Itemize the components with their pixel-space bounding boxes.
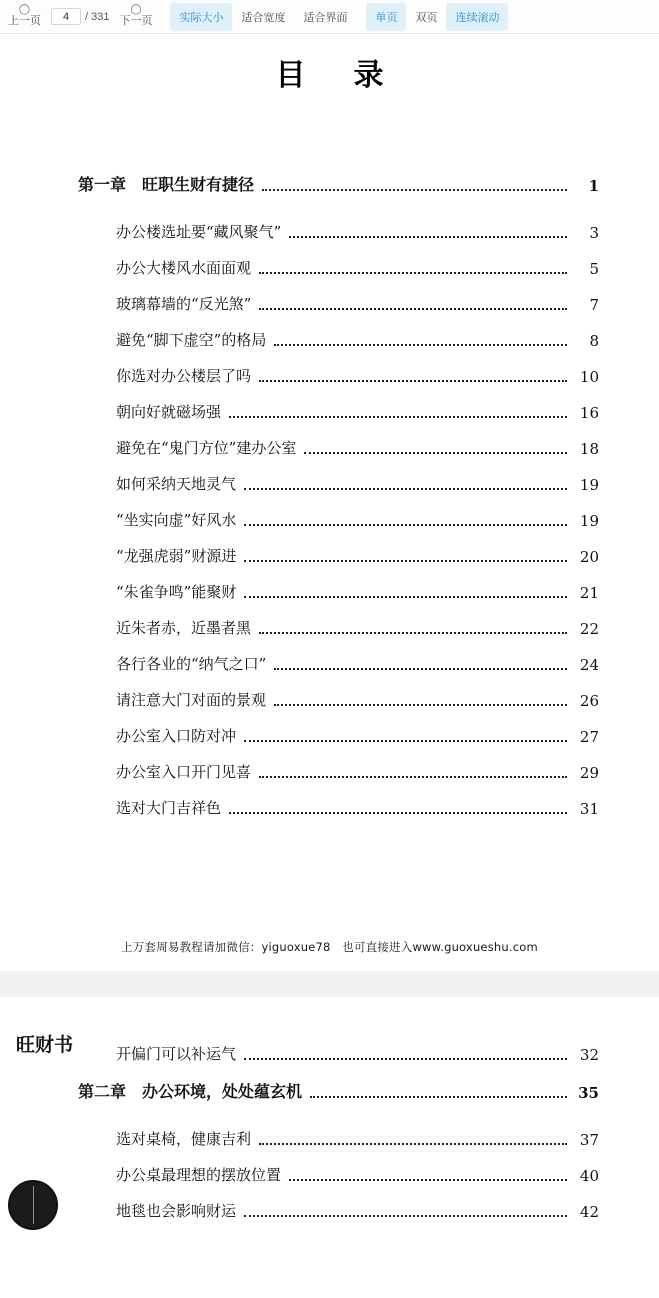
toc-leader-dots (259, 379, 567, 382)
toc-list (0, 172, 659, 818)
footer-spacer (0, 955, 659, 971)
toc-item-row[interactable] (78, 1164, 599, 1185)
toc-entry-text: 地毯也会影响财运 (116, 1202, 237, 1220)
toc-item-row[interactable] (78, 437, 599, 458)
toc-entry-page: 19 (579, 476, 599, 494)
seal-stamp-icon (8, 1180, 58, 1230)
toc-entry-text: 玻璃幕墙的“反光煞” (116, 295, 252, 313)
toc-leader-dots (289, 1178, 567, 1181)
toc-item-row[interactable] (78, 509, 599, 530)
toc-chapter-row[interactable] (78, 1079, 599, 1102)
toc-leader-dots (259, 271, 567, 274)
toc-entry-text: 近朱者赤，近墨者黑 (116, 619, 252, 637)
toc-item-row[interactable] (78, 1128, 599, 1149)
toc-entry-page: 29 (579, 764, 599, 782)
toc-leader-dots (274, 343, 567, 346)
toc-entry-page: 31 (579, 800, 599, 818)
toc-leader-dots (289, 235, 567, 238)
toc-leader-dots (259, 631, 567, 634)
toc-item-row[interactable] (78, 797, 599, 818)
footer-note: 上万套周易教程请加微信：yiguoxue78 也可直接进入www.guoxueshu.com (121, 940, 538, 954)
zoom-fit-width-button[interactable]: 适合宽度 (241, 11, 286, 24)
toc-leader-dots (274, 703, 567, 706)
toc-item-row[interactable] (78, 725, 599, 746)
toc-entry-page: 21 (579, 584, 599, 602)
toc-chapter-row[interactable] (78, 172, 599, 195)
toc-entry-page: 26 (579, 692, 599, 710)
toc-entry-text: “坐实向虚”好风水 (116, 511, 237, 529)
toc-entry-page: 37 (579, 1131, 599, 1149)
toc-leader-dots (244, 1214, 567, 1217)
toc-entry-text: 如何采纳天地灵气 (116, 475, 237, 493)
toc-item-row[interactable] (78, 653, 599, 674)
toc-entry-text: 第二章 办公环境，处处蕴玄机 (78, 1082, 303, 1101)
toc-leader-dots (304, 451, 567, 454)
document-page-next (0, 997, 659, 1236)
toc-entry-page: 22 (579, 620, 599, 638)
toc-entry-text: 各行各业的“纳气之口” (116, 655, 267, 673)
toc-leader-dots (244, 1057, 567, 1060)
toc-leader-dots (244, 595, 567, 598)
toc-entry-page: 10 (579, 368, 599, 386)
toc-leader-dots (244, 739, 567, 742)
toc-list-continued (0, 1043, 659, 1221)
viewer-toolbar (0, 0, 659, 34)
toc-item-row[interactable] (78, 545, 599, 566)
toc-entry-page: 8 (589, 332, 599, 350)
prev-page-button[interactable] (0, 4, 49, 29)
toc-entry-text: 避免“脚下虚空”的格局 (116, 331, 267, 349)
toc-leader-dots (229, 811, 567, 814)
next-page-button[interactable] (111, 4, 160, 29)
toc-entry-page: 16 (579, 404, 599, 422)
toc-entry-text: 请注意大门对面的景观 (116, 691, 267, 709)
page-number-group (51, 8, 109, 25)
toc-leader-dots (310, 1095, 567, 1098)
circle-up-icon: ◯ (18, 4, 31, 16)
page-bottom-whitespace (0, 833, 659, 925)
toc-entry-text: 朝向好就磁场强 (116, 403, 222, 421)
circle-down-icon: ◯ (130, 4, 142, 16)
toc-entry-page: 18 (579, 440, 599, 458)
toc-leader-dots (244, 487, 567, 490)
toc-item-row[interactable] (78, 473, 599, 494)
toc-entry-page: 19 (579, 512, 599, 530)
toc-item-row[interactable] (78, 761, 599, 782)
toc-item-row[interactable] (78, 221, 599, 242)
toc-entry-text: 第一章 旺职生财有捷径 (78, 175, 255, 194)
next-page-label: 下一页 (119, 15, 153, 28)
toc-entry-page: 35 (578, 1084, 599, 1102)
toc-entry-page: 27 (579, 728, 599, 746)
page-separator (0, 971, 659, 997)
toc-entry-page: 24 (579, 656, 599, 674)
page-title: 目录 (275, 58, 432, 93)
toc-leader-dots (244, 559, 567, 562)
book-side-title: 旺财书 (16, 1034, 74, 1056)
toc-entry-text: 你选对办公楼层了吗 (116, 367, 252, 385)
toc-item-row[interactable] (78, 617, 599, 638)
toc-leader-dots (262, 188, 567, 191)
toc-item-row[interactable] (78, 401, 599, 422)
toc-entry-text: 办公楼选址要“藏风聚气” (116, 223, 282, 241)
view-single-page-button[interactable]: 单页 (366, 3, 406, 31)
toc-leader-dots (259, 307, 567, 310)
view-continuous-scroll-button[interactable]: 连续滚动 (446, 3, 508, 31)
document-page-toc (0, 50, 659, 971)
toc-entry-page: 3 (589, 224, 599, 242)
toc-item-row[interactable] (78, 581, 599, 602)
toc-leader-dots (229, 415, 567, 418)
toc-item-row[interactable] (78, 257, 599, 278)
page-number-input[interactable] (51, 8, 81, 25)
toc-item-row[interactable] (78, 689, 599, 710)
toc-entry-text: 办公大楼风水面面观 (116, 259, 252, 277)
toc-entry-text: 选对桌椅，健康吉利 (116, 1130, 252, 1148)
zoom-actual-size-button[interactable]: 实际大小 (170, 3, 232, 31)
toc-item-row[interactable] (78, 1043, 599, 1064)
toc-leader-dots (259, 1142, 567, 1145)
toc-entry-page: 42 (579, 1203, 599, 1221)
toc-entry-text: “龙强虎弱”财源进 (116, 547, 237, 565)
view-double-page-button[interactable]: 双页 (415, 11, 438, 24)
toc-entry-text: 办公桌最理想的摆放位置 (116, 1166, 282, 1184)
toc-item-row[interactable] (78, 1200, 599, 1221)
toc-entry-page: 40 (579, 1167, 599, 1185)
toc-entry-text: 办公室入口防对冲 (116, 727, 237, 745)
toc-entry-text: 避免在“鬼门方位”建办公室 (116, 439, 297, 457)
toc-entry-text: 开偏门可以补运气 (116, 1045, 237, 1063)
toc-leader-dots (274, 667, 567, 670)
toc-entry-page: 32 (579, 1046, 599, 1064)
toc-entry-text: 选对大门吉祥色 (116, 799, 222, 817)
toc-entry-text: “朱雀争鸣”能聚财 (116, 583, 237, 601)
toc-item-row[interactable] (78, 329, 599, 350)
toc-entry-text: 办公室入口开门见喜 (116, 763, 252, 781)
toc-leader-dots (244, 523, 567, 526)
toc-entry-page: 1 (588, 177, 599, 195)
prev-page-label: 上一页 (8, 15, 41, 28)
toc-entry-page: 5 (589, 260, 599, 278)
toc-leader-dots (259, 775, 567, 778)
toc-item-row[interactable] (78, 293, 599, 314)
toc-entry-page: 20 (579, 548, 599, 566)
page-total-label: / 331 (85, 10, 110, 23)
zoom-fit-page-button[interactable]: 适合界面 (303, 11, 348, 24)
toc-item-row[interactable] (78, 365, 599, 386)
toc-entry-page: 7 (589, 296, 599, 314)
